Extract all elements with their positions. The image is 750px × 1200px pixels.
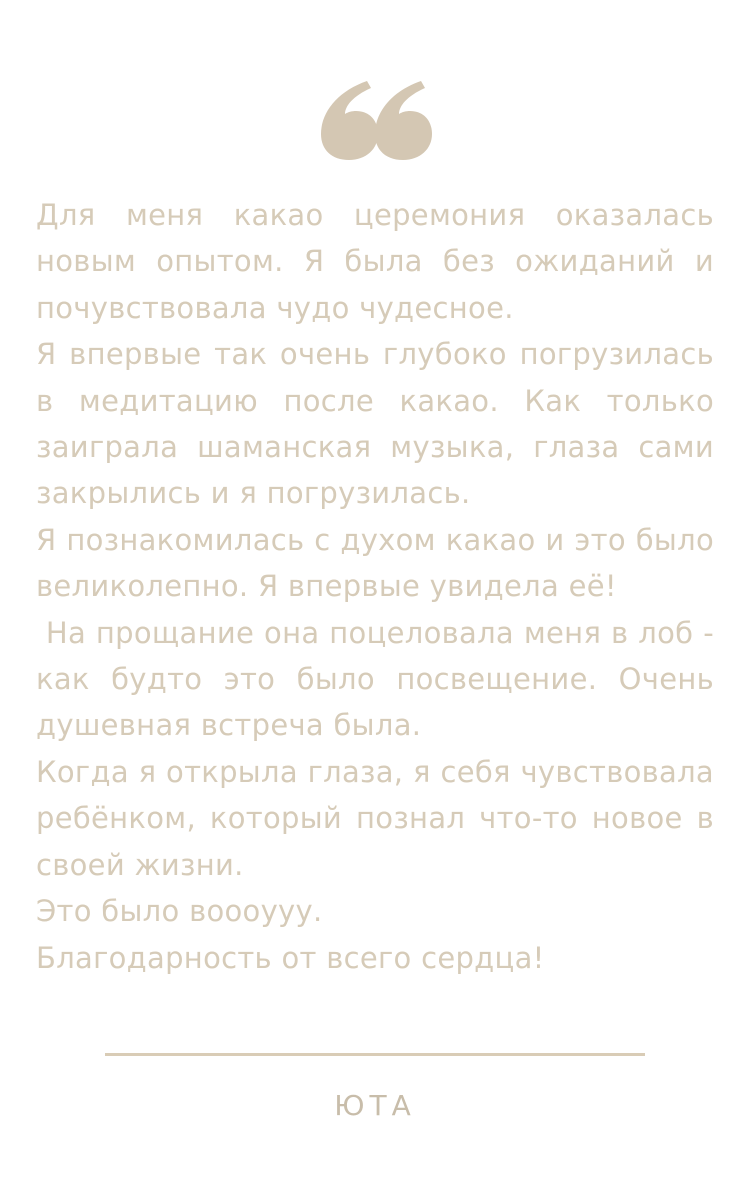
author-name: ЮТА <box>334 1089 416 1122</box>
quote-icon-svg <box>320 78 432 162</box>
testimonial-paragraph: На прощание она поцеловала меня в лоб - как будто это было посвещение. Очень душевная встреча была. <box>36 615 724 743</box>
quote-mark-left <box>321 81 378 160</box>
testimonial-paragraph: Я впервые так очень глубоко погрузилась в медитацию после какао. Как только заиграла шаманская музыка, глаза сами закрылись и я погрузилась. <box>36 337 714 511</box>
testimonial-paragraph: Это было воооууу. <box>36 894 323 929</box>
testimonial-paragraph: Я познакомилась с духом какао и это было великолепно. Я впервые увидела её! <box>36 522 714 604</box>
testimonial-text <box>36 192 724 981</box>
testimonial-paragraph: Для меня какао церемония оказалась новым опытом. Я была без ожиданий и почувствовала чудо чудесное. <box>36 198 714 325</box>
testimonial-paragraph: Благодарность от всего сердца! <box>36 940 545 975</box>
testimonial-paragraph: Когда я открыла глаза, я себя чувствовала ребёнком, который познал что-то новое в своей жизни. <box>36 754 714 882</box>
quote-mark-right <box>375 81 432 160</box>
quote-icon <box>320 78 432 162</box>
author-divider <box>105 1053 645 1056</box>
